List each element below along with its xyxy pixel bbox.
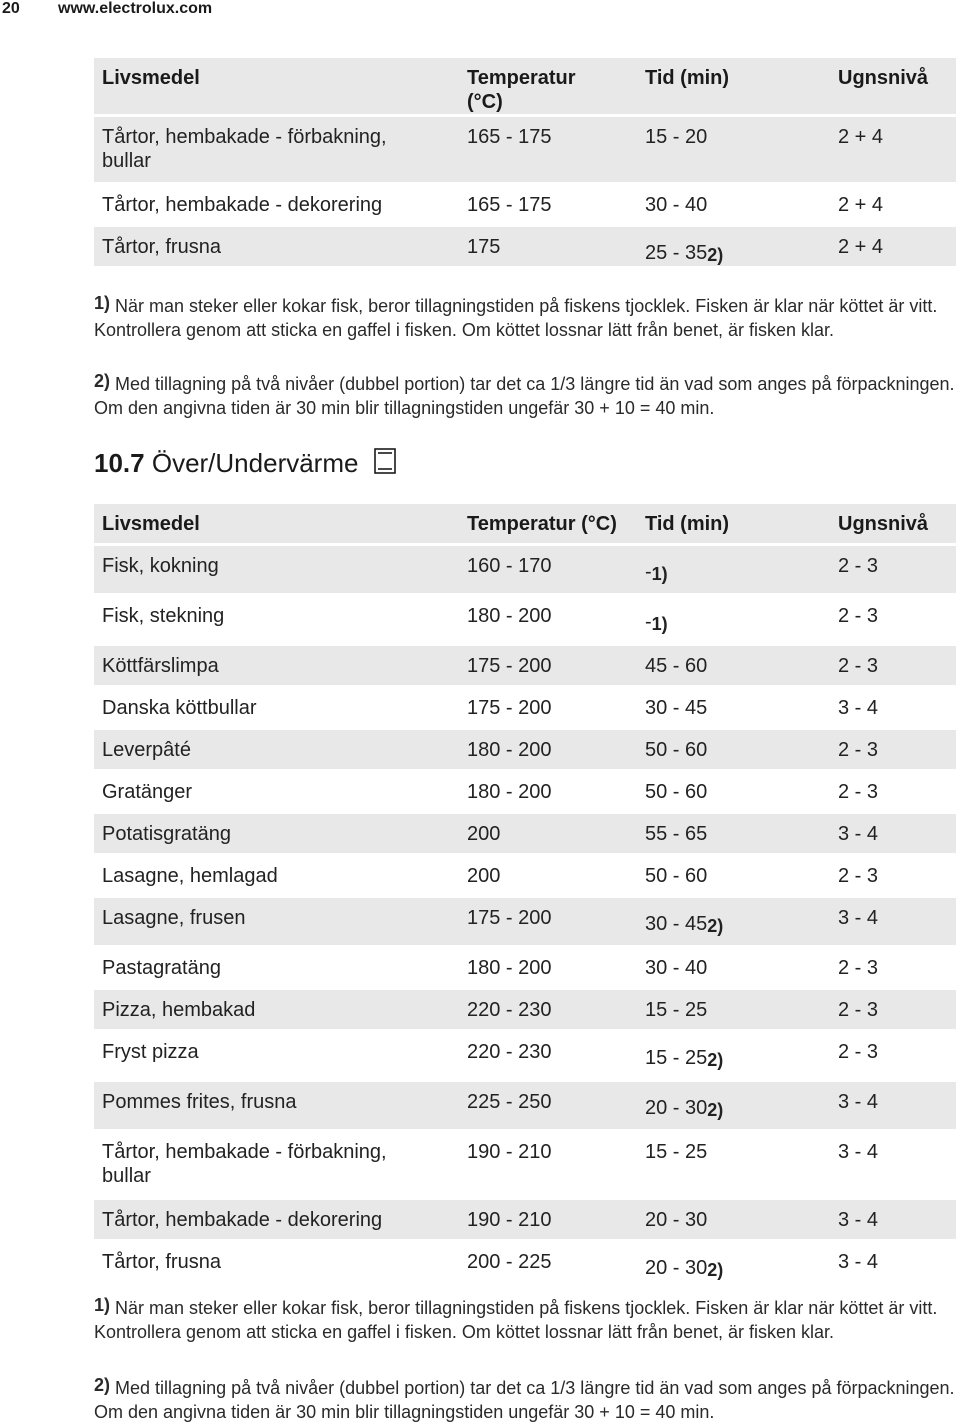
- footnote-reference: 2): [707, 1260, 724, 1280]
- cell-time: [637, 595, 830, 645]
- table-row: [94, 855, 956, 897]
- time-value: 50 - 60: [645, 739, 708, 761]
- time-value: 15 - 20: [645, 126, 708, 148]
- cell-food: Köttfärslimpa: [94, 645, 459, 687]
- cell-food: Tårtor, frusna: [94, 226, 459, 268]
- cell-level: 2 - 3: [830, 545, 956, 595]
- time-value: 30 - 45: [645, 697, 708, 719]
- section-title: Över/Undervärme: [151, 448, 359, 478]
- oven-top-bottom-heat-icon: [374, 448, 396, 474]
- table-row: [94, 1241, 956, 1291]
- time-value: 20 - 30: [645, 1209, 708, 1231]
- cell-level: 3 - 4: [830, 897, 956, 947]
- cell-temperature: 165 - 175: [459, 184, 637, 226]
- table-row: [94, 184, 956, 226]
- footnote-mark: 1): [94, 293, 111, 313]
- cell-temperature: 190 - 210: [459, 1199, 637, 1241]
- table-row: [94, 947, 956, 989]
- col-header-temperature: Temperatur (°C): [459, 58, 637, 116]
- cell-time: [637, 855, 830, 897]
- cell-food: Fisk, stekning: [94, 595, 459, 645]
- baking-table-previous: [94, 58, 956, 269]
- footnote-reference: 2): [707, 1100, 724, 1120]
- cell-level: 3 - 4: [830, 1241, 956, 1291]
- cell-time: [637, 1199, 830, 1241]
- cell-food: Gratänger: [94, 771, 459, 813]
- footnote-text: Med tillagning på två nivåer (dubbel portion) tar det ca 1/3 längre tid än vad som anges på förpackningen. Om den angivna tiden är 30 min blir tillagningstiden ungefär 30 + 10 = 40 min.: [94, 374, 955, 418]
- cell-level: 3 - 4: [830, 1131, 956, 1199]
- cell-level: 2 - 3: [830, 771, 956, 813]
- cell-temperature: 200: [459, 855, 637, 897]
- cell-temperature: 200 - 225: [459, 1241, 637, 1291]
- time-value: -: [645, 561, 652, 583]
- cell-food: Fisk, kokning: [94, 545, 459, 595]
- page-number: 20: [2, 0, 20, 17]
- col-header-time: Tid (min): [637, 58, 830, 116]
- footnote-text: När man steker eller kokar fisk, beror tillagningstiden på fiskens tjocklek. Fisken är klar när köttet är vitt. Kontrollera genom att sticka en gaffel i fisken. Om köttet lossnar lätt från benet, är fisken klar.: [94, 1298, 938, 1342]
- cell-time: [637, 645, 830, 687]
- table-row: [94, 226, 956, 268]
- cell-food: Pizza, hembakad: [94, 989, 459, 1031]
- cell-level: 2 - 3: [830, 1031, 956, 1081]
- cell-temperature: 175 - 200: [459, 645, 637, 687]
- cell-food: Pommes frites, frusna: [94, 1081, 459, 1131]
- cell-time: [637, 1241, 830, 1291]
- cell-temperature: 220 - 230: [459, 1031, 637, 1081]
- footnote-2: [94, 1376, 956, 1424]
- time-value: 50 - 60: [645, 781, 708, 803]
- cell-food: Pastagratäng: [94, 947, 459, 989]
- footnote-mark: 2): [94, 1375, 111, 1395]
- footnote-2: [94, 372, 956, 420]
- time-value: 30 - 40: [645, 957, 708, 979]
- cell-temperature: 180 - 200: [459, 947, 637, 989]
- footnote-reference: 2): [707, 916, 724, 936]
- time-value: 50 - 60: [645, 865, 708, 887]
- cell-food: Tårtor, hembakade - dekorering: [94, 1199, 459, 1241]
- cell-food: Lasagne, hemlagad: [94, 855, 459, 897]
- cell-time: [637, 226, 830, 268]
- cell-food: Tårtor, hembakade - förbakning, bullar: [94, 116, 459, 184]
- table-row: [94, 1131, 956, 1199]
- cell-food: Tårtor, hembakade - dekorering: [94, 184, 459, 226]
- table-row: [94, 645, 956, 687]
- table-header-row: [94, 58, 956, 116]
- cell-food: Danska köttbullar: [94, 687, 459, 729]
- time-value: 20 - 30: [645, 1097, 708, 1119]
- footnote-reference: 2): [707, 245, 724, 265]
- cell-level: 2 - 3: [830, 729, 956, 771]
- time-value: 20 - 30: [645, 1257, 708, 1279]
- cell-level: 2 - 3: [830, 855, 956, 897]
- cell-level: 2 - 3: [830, 595, 956, 645]
- table-row: [94, 897, 956, 947]
- time-value: 15 - 25: [645, 999, 708, 1021]
- cell-level: 2 - 3: [830, 947, 956, 989]
- cell-level: 3 - 4: [830, 1081, 956, 1131]
- footnote-reference: 1): [651, 614, 668, 634]
- table-row: [94, 729, 956, 771]
- table-row: [94, 989, 956, 1031]
- time-value: 30 - 45: [645, 913, 708, 935]
- cell-level: 2 + 4: [830, 184, 956, 226]
- footnote-1: [94, 294, 956, 342]
- cell-temperature: 180 - 200: [459, 595, 637, 645]
- cell-time: [637, 687, 830, 729]
- table-row: [94, 116, 956, 184]
- col-header-food: Livsmedel: [94, 58, 459, 116]
- header-url: www.electrolux.com: [58, 0, 213, 17]
- cell-temperature: 220 - 230: [459, 989, 637, 1031]
- footnote-text: När man steker eller kokar fisk, beror tillagningstiden på fiskens tjocklek. Fisken är klar när köttet är vitt. Kontrollera genom att sticka en gaffel i fisken. Om köttet lossnar lätt från benet, är fisken klar.: [94, 296, 938, 340]
- table-header-row: [94, 504, 956, 545]
- cell-level: 2 - 3: [830, 989, 956, 1031]
- cell-temperature: 175: [459, 226, 637, 268]
- section-heading: [94, 446, 396, 480]
- cell-level: 3 - 4: [830, 687, 956, 729]
- table-row: [94, 595, 956, 645]
- time-value: 15 - 25: [645, 1141, 708, 1163]
- cell-food: Fryst pizza: [94, 1031, 459, 1081]
- time-value: -: [645, 611, 652, 633]
- cell-food: Tårtor, hembakade - förbakning, bullar: [94, 1131, 459, 1199]
- table-row: [94, 687, 956, 729]
- cell-level: 2 - 3: [830, 645, 956, 687]
- table-row: [94, 1031, 956, 1081]
- cell-temperature: 165 - 175: [459, 116, 637, 184]
- cell-level: 2 + 4: [830, 226, 956, 268]
- cell-time: [637, 545, 830, 595]
- cell-food: Leverpâté: [94, 729, 459, 771]
- cell-temperature: 175 - 200: [459, 687, 637, 729]
- cell-time: [637, 897, 830, 947]
- footnote-reference: 2): [707, 1050, 724, 1070]
- time-value: 15 - 25: [645, 1047, 708, 1069]
- footnote-reference: 1): [651, 564, 668, 584]
- col-header-level: Ugnsnivå: [830, 504, 956, 545]
- col-header-level: Ugnsnivå: [830, 58, 956, 116]
- cell-temperature: 180 - 200: [459, 729, 637, 771]
- cell-temperature: 200: [459, 813, 637, 855]
- col-header-food: Livsmedel: [94, 504, 459, 545]
- table-row: [94, 813, 956, 855]
- cell-time: [637, 771, 830, 813]
- footnote-mark: 1): [94, 1295, 111, 1315]
- section-number: 10.7: [94, 448, 145, 478]
- cell-time: [637, 184, 830, 226]
- cell-time: [637, 1131, 830, 1199]
- cell-time: [637, 947, 830, 989]
- footnote-mark: 2): [94, 371, 111, 391]
- cell-food: Lasagne, frusen: [94, 897, 459, 947]
- cell-time: [637, 116, 830, 184]
- cell-level: 3 - 4: [830, 1199, 956, 1241]
- cell-temperature: 180 - 200: [459, 771, 637, 813]
- table-row: [94, 1081, 956, 1131]
- table-row: [94, 771, 956, 813]
- table-row: [94, 545, 956, 595]
- cell-time: [637, 989, 830, 1031]
- top-bottom-heat-table: [94, 504, 956, 1292]
- time-value: 30 - 40: [645, 194, 708, 216]
- cell-time: [637, 729, 830, 771]
- cell-temperature: 175 - 200: [459, 897, 637, 947]
- cell-time: [637, 813, 830, 855]
- cell-temperature: 190 - 210: [459, 1131, 637, 1199]
- cell-food: Tårtor, frusna: [94, 1241, 459, 1291]
- cell-level: 3 - 4: [830, 813, 956, 855]
- cell-temperature: 160 - 170: [459, 545, 637, 595]
- time-value: 25 - 35: [645, 242, 708, 264]
- col-header-temperature: Temperatur (°C): [459, 504, 637, 545]
- col-header-time: Tid (min): [637, 504, 830, 545]
- time-value: 55 - 65: [645, 823, 708, 845]
- time-value: 45 - 60: [645, 655, 708, 677]
- table-row: [94, 1199, 956, 1241]
- cell-temperature: 225 - 250: [459, 1081, 637, 1131]
- cell-level: 2 + 4: [830, 116, 956, 184]
- cell-time: [637, 1031, 830, 1081]
- footnote-text: Med tillagning på två nivåer (dubbel portion) tar det ca 1/3 längre tid än vad som anges på förpackningen. Om den angivna tiden är 30 min blir tillagningstiden ungefär 30 + 10 = 40 min.: [94, 1378, 955, 1422]
- footnote-1: [94, 1296, 956, 1344]
- cell-time: [637, 1081, 830, 1131]
- cell-food: Potatisgratäng: [94, 813, 459, 855]
